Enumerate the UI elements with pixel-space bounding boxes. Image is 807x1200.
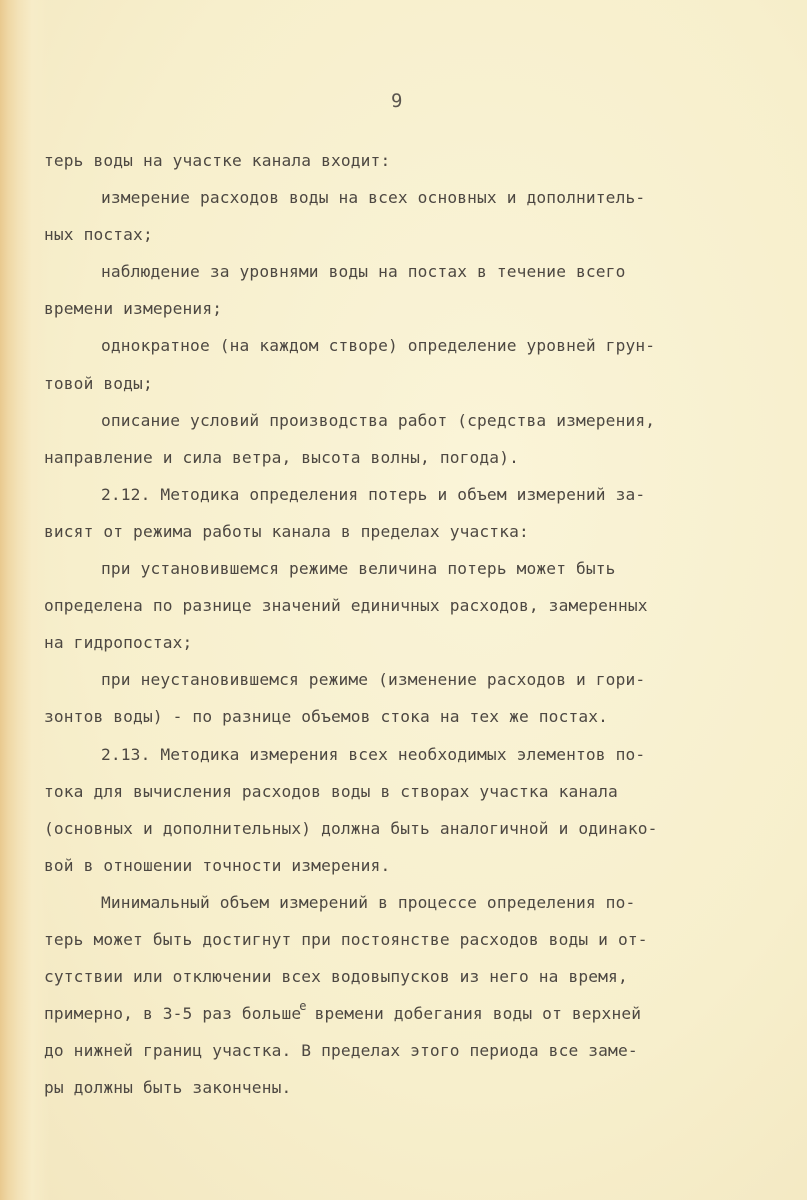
text-line: (основных и дополнительных) должна быть аналогичной и одинако- bbox=[44, 818, 658, 838]
text-line: терь может быть достигнут при постоянстве расходов воды и от- bbox=[44, 929, 648, 949]
text-line: описание условий производства работ (средства измерения, bbox=[101, 410, 656, 430]
text-line-with-correction bbox=[44, 995, 764, 1032]
text-line: Минимальный объем измерений в процессе определения по- bbox=[101, 892, 636, 912]
text-line: ры должны быть закончены. bbox=[44, 1078, 292, 1098]
text-line: товой воды; bbox=[44, 373, 153, 393]
text-line: однократное (на каждом створе) определение уровней грун- bbox=[101, 336, 656, 356]
text-line: измерение расходов воды на всех основных и дополнитель- bbox=[101, 188, 646, 208]
text-line: ных постах; bbox=[44, 225, 153, 245]
handwritten-correction: е bbox=[299, 999, 307, 1014]
page-number: 9 bbox=[391, 90, 403, 112]
text-line: на гидропостах; bbox=[44, 633, 193, 653]
text-line: наблюдение за уровнями воды на постах в течение всего bbox=[101, 262, 626, 282]
document-body bbox=[44, 142, 764, 1106]
text-line: тока для вычисления расходов воды в створах участка канала bbox=[44, 781, 618, 801]
text-segment: времени добегания воды от верхней bbox=[304, 1004, 642, 1024]
text-line: при установившемся режиме величина потерь может быть bbox=[101, 559, 616, 579]
text-line: определена по разнице значений единичных расходов, замеренных bbox=[44, 596, 648, 616]
text-line: вой в отношении точности измерения. bbox=[44, 855, 391, 875]
text-segment: примерно, в 3-5 раз больше bbox=[44, 1004, 302, 1024]
text-line: направление и сила ветра, высота волны, погода). bbox=[44, 447, 519, 467]
text-line: до нижней границ участка. В пределах этого периода все заме- bbox=[44, 1041, 638, 1061]
text-line: при неустановившемся режиме (изменение расходов и гори- bbox=[101, 670, 646, 690]
section-heading-2-12: 2.12. Методика определения потерь и объем измерений за- bbox=[101, 484, 646, 504]
text-line: времени измерения; bbox=[44, 299, 223, 319]
text-line: сутствии или отключении всех водовыпусков из него на время, bbox=[44, 967, 628, 987]
text-line: висят от режима работы канала в пределах участка: bbox=[44, 521, 529, 541]
text-line: зонтов воды) - по разнице объемов стока на тех же постах. bbox=[44, 707, 609, 727]
text-line: терь воды на участке канала входит: bbox=[44, 151, 391, 170]
section-heading-2-13: 2.13. Методика измерения всех необходимых элементов по- bbox=[101, 744, 646, 764]
